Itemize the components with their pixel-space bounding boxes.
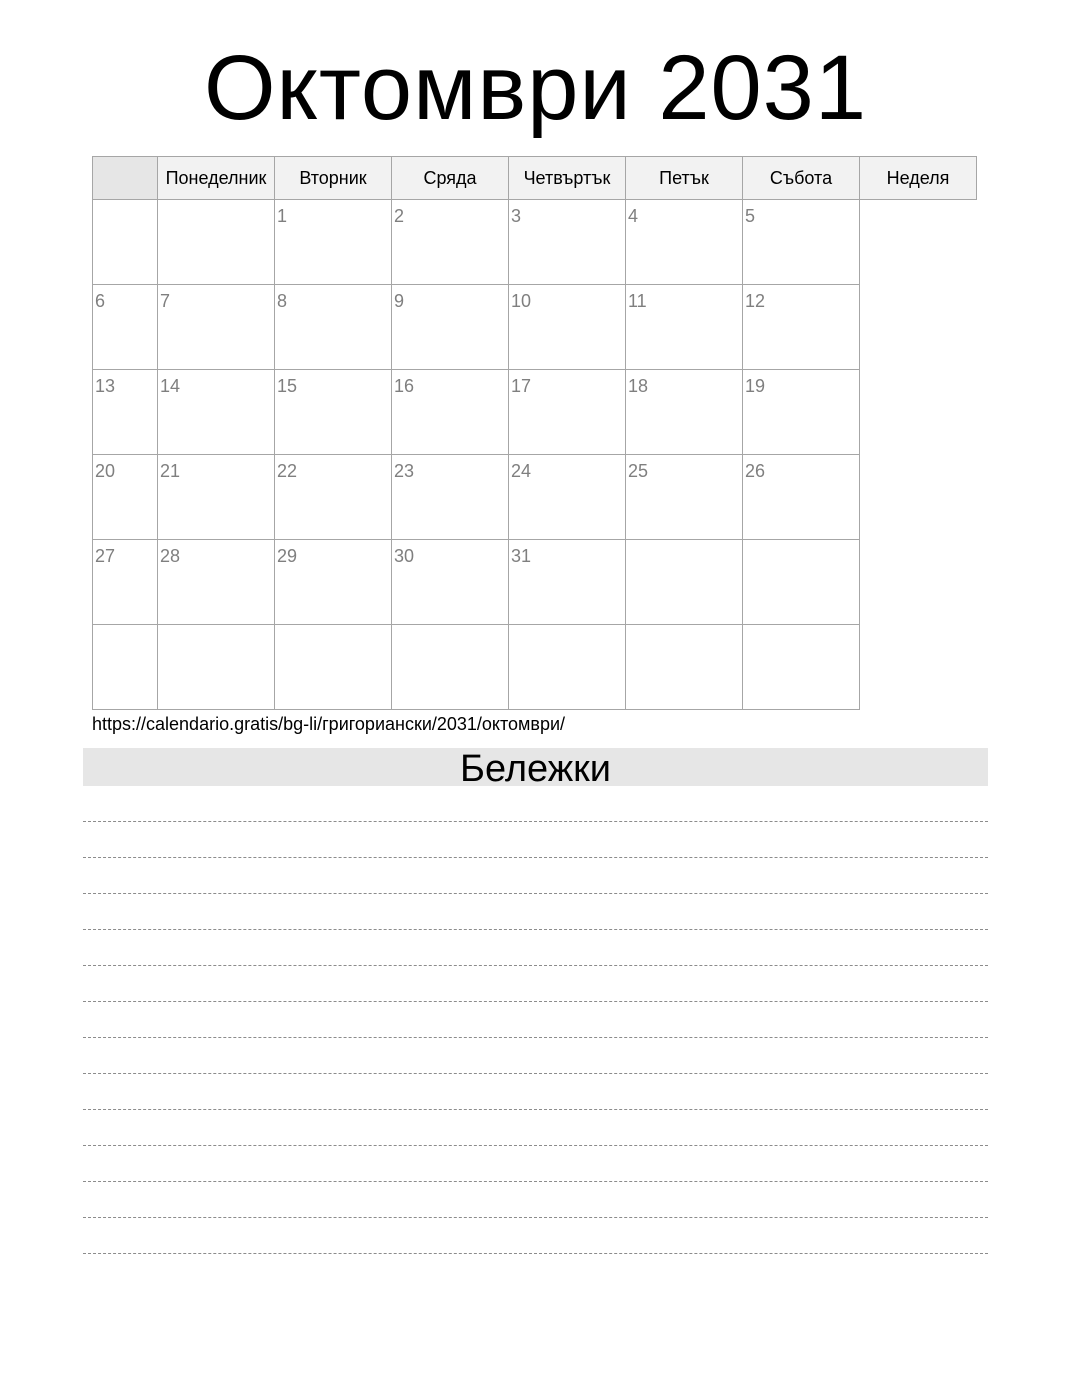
note-line[interactable] (83, 894, 988, 930)
day-number (626, 540, 742, 546)
calendar-week-row (93, 370, 977, 455)
day-number: 9 (394, 291, 405, 311)
week-number-column (93, 157, 158, 200)
day-number (93, 200, 157, 206)
day-number: 29 (277, 546, 298, 566)
day-number: 4 (628, 206, 639, 226)
day-cell[interactable] (93, 625, 158, 710)
day-number: 13 (95, 376, 116, 396)
day-cell[interactable] (158, 455, 275, 540)
day-cell[interactable] (743, 625, 860, 710)
day-number (158, 200, 274, 206)
day-cell[interactable] (392, 455, 509, 540)
day-number: 18 (628, 376, 649, 396)
day-number: 25 (628, 461, 649, 481)
day-number: 5 (745, 206, 756, 226)
day-cell[interactable] (93, 200, 158, 285)
day-number: 24 (511, 461, 532, 481)
day-number: 14 (160, 376, 181, 396)
day-number: 26 (745, 461, 766, 481)
month-calendar (92, 156, 977, 710)
note-line[interactable] (83, 966, 988, 1002)
day-number (158, 625, 274, 631)
day-number: 10 (511, 291, 532, 311)
day-number: 11 (628, 291, 647, 311)
note-line[interactable] (83, 822, 988, 858)
weekday-header: Вторник (275, 157, 392, 200)
notes-section (83, 748, 988, 1254)
day-cell[interactable] (626, 455, 743, 540)
calendar-week-row (93, 455, 977, 540)
day-cell[interactable] (93, 455, 158, 540)
weekday-header: Четвъртък (509, 157, 626, 200)
day-cell[interactable] (392, 370, 509, 455)
day-cell[interactable] (743, 540, 860, 625)
day-cell[interactable] (93, 285, 158, 370)
day-cell[interactable] (626, 540, 743, 625)
day-cell[interactable] (275, 200, 392, 285)
day-cell[interactable] (509, 200, 626, 285)
day-cell[interactable] (509, 455, 626, 540)
day-number: 15 (277, 376, 298, 396)
day-number: 20 (95, 461, 116, 481)
day-number: 21 (160, 461, 181, 481)
source-url: https://calendario.gratis/bg-li/григориански/2031/октомври/ (92, 714, 566, 734)
day-cell[interactable] (626, 200, 743, 285)
day-number: 30 (394, 546, 415, 566)
day-number: 12 (745, 291, 766, 311)
calendar-body (93, 200, 977, 710)
day-cell[interactable] (392, 540, 509, 625)
calendar-week-row (93, 285, 977, 370)
day-number (275, 625, 391, 631)
day-cell[interactable] (743, 285, 860, 370)
day-number: 6 (95, 291, 106, 311)
day-number: 28 (160, 546, 181, 566)
day-number: 19 (745, 376, 766, 396)
day-number (743, 540, 859, 546)
day-cell[interactable] (509, 540, 626, 625)
calendar-week-row (93, 625, 977, 710)
day-cell[interactable] (158, 370, 275, 455)
day-cell[interactable] (93, 370, 158, 455)
day-number: 22 (277, 461, 298, 481)
note-line[interactable] (83, 1218, 988, 1254)
day-cell[interactable] (275, 285, 392, 370)
note-line[interactable] (83, 1146, 988, 1182)
day-cell[interactable] (275, 540, 392, 625)
day-cell[interactable] (392, 285, 509, 370)
day-cell[interactable] (743, 200, 860, 285)
day-cell[interactable] (626, 370, 743, 455)
day-cell[interactable] (509, 625, 626, 710)
day-number: 31 (511, 546, 532, 566)
calendar-week-row (93, 200, 977, 285)
note-line[interactable] (83, 786, 988, 822)
day-cell[interactable] (392, 625, 509, 710)
day-cell[interactable] (275, 370, 392, 455)
day-number: 16 (394, 376, 415, 396)
day-number (93, 625, 157, 631)
day-number: 2 (394, 206, 405, 226)
day-cell[interactable] (626, 625, 743, 710)
day-cell[interactable] (275, 625, 392, 710)
day-cell[interactable] (158, 540, 275, 625)
day-number: 17 (511, 376, 532, 396)
day-cell[interactable] (626, 285, 743, 370)
notes-lines (83, 786, 988, 1254)
weekday-header: Петък (626, 157, 743, 200)
note-line[interactable] (83, 858, 988, 894)
note-line[interactable] (83, 930, 988, 966)
day-cell[interactable] (93, 540, 158, 625)
day-number: 8 (277, 291, 288, 311)
day-number: 27 (95, 546, 116, 566)
day-cell[interactable] (158, 200, 275, 285)
day-cell[interactable] (275, 455, 392, 540)
page-title: Октомври 2031 (203, 37, 868, 139)
note-line[interactable] (83, 1182, 988, 1218)
weekday-header-row (93, 157, 977, 200)
day-cell[interactable] (392, 200, 509, 285)
day-cell[interactable] (509, 370, 626, 455)
notes-title: Бележки (83, 748, 988, 786)
day-cell[interactable] (509, 285, 626, 370)
weekday-header: Неделя (860, 157, 977, 200)
day-cell[interactable] (158, 285, 275, 370)
note-line[interactable] (83, 1074, 988, 1110)
note-line[interactable] (83, 1002, 988, 1038)
day-number (509, 625, 625, 631)
day-number: 3 (511, 206, 522, 226)
weekday-header: Сряда (392, 157, 509, 200)
note-line[interactable] (83, 1038, 988, 1074)
weekday-header: Събота (743, 157, 860, 200)
calendar-week-row (93, 540, 977, 625)
day-number: 1 (277, 206, 288, 226)
day-number (743, 625, 859, 631)
note-line[interactable] (83, 1110, 988, 1146)
day-number: 7 (160, 291, 171, 311)
day-number (392, 625, 508, 631)
day-number (626, 625, 742, 631)
day-cell[interactable] (743, 370, 860, 455)
day-cell[interactable] (743, 455, 860, 540)
day-cell[interactable] (158, 625, 275, 710)
weekday-header: Понеделник (158, 157, 275, 200)
day-number: 23 (394, 461, 415, 481)
calendar-grid (92, 156, 977, 710)
